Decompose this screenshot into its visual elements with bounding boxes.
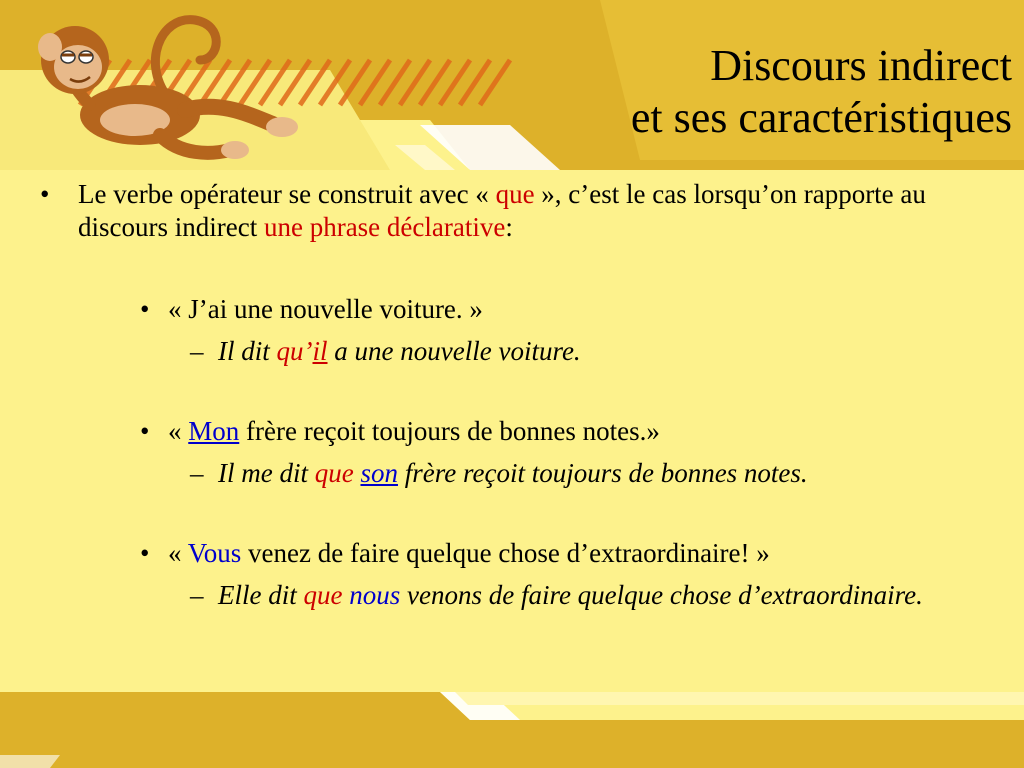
quote-text: « J’ai une nouvelle voiture. »: [168, 294, 483, 324]
quote-open: «: [168, 416, 189, 446]
slide-title: [631, 40, 1012, 144]
reported-text: Il me dit: [218, 458, 315, 488]
dash-marker: –: [190, 580, 204, 610]
reported-pronoun: nous: [349, 580, 401, 610]
title-line-1: Discours indirect: [710, 41, 1012, 90]
bullet-marker: •: [140, 294, 150, 324]
intro-text: [78, 178, 1000, 244]
reported-que: qu’: [276, 336, 313, 366]
title-line-2: et ses caractéristiques: [630, 93, 1012, 142]
reported-que: que: [314, 458, 354, 488]
quote-open: «: [168, 538, 188, 568]
quote-keyword: Mon: [188, 416, 240, 446]
intro-que: que: [495, 179, 535, 209]
reported-que: que: [303, 580, 343, 610]
example-reported-1: [190, 334, 990, 368]
dash-marker: –: [190, 336, 204, 366]
intro-text-part: Le verbe opérateur se construit avec «: [78, 179, 496, 209]
intro-text-part: :: [505, 212, 513, 242]
bullet-marker: •: [40, 179, 50, 209]
dash-marker: –: [190, 458, 204, 488]
bullet-marker: •: [140, 416, 150, 446]
intro-bullet: [40, 178, 1000, 244]
example-reported-2: [190, 456, 990, 490]
example-quote-2: [140, 415, 660, 448]
quote-keyword: Vous: [187, 538, 242, 568]
example-quote-3: [140, 537, 770, 570]
intro-text-part: », c’est le cas lorsqu’on rapporte au discours indirect: [78, 179, 926, 242]
example-quote-1: [140, 293, 483, 326]
quote-text: frère reçoit toujours de bonnes notes.»: [239, 416, 660, 446]
example-reported-3: [190, 578, 990, 612]
reported-text: Il dit: [218, 336, 277, 366]
reported-text: a une nouvelle voiture.: [327, 336, 581, 366]
reported-pronoun: son: [360, 458, 398, 488]
monkey-icon: [20, 5, 310, 165]
reported-text: frère reçoit toujours de bonnes notes.: [397, 458, 808, 488]
reported-text: Elle dit: [218, 580, 304, 610]
quote-text: venez de faire quelque chose d’extraordinaire! »: [241, 538, 770, 568]
bullet-marker: •: [140, 538, 150, 568]
reported-pronoun: il: [312, 336, 328, 366]
reported-text: venons de faire quelque chose d’extraordinaire.: [400, 580, 923, 610]
intro-highlight: une phrase déclarative: [263, 212, 506, 242]
